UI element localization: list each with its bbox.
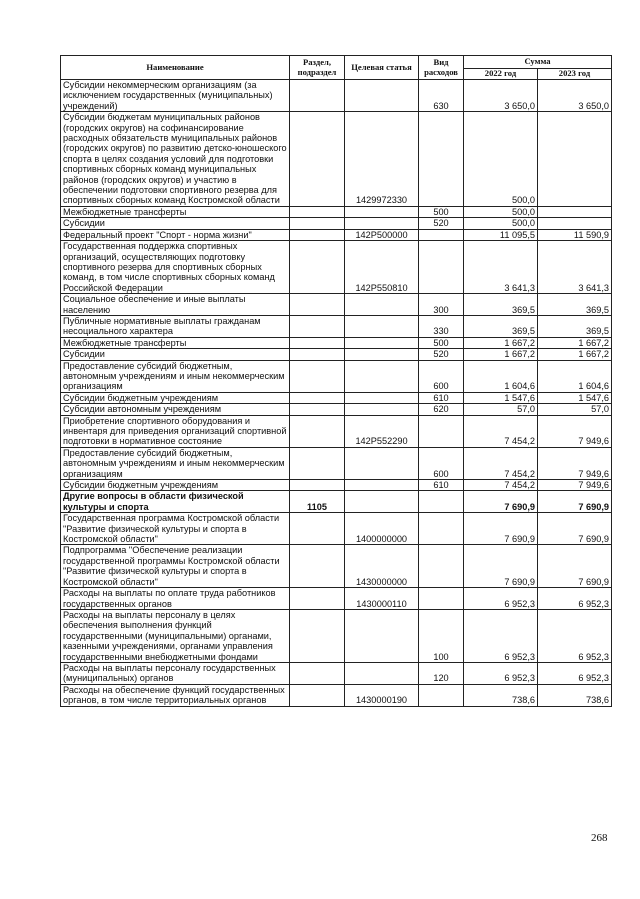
budget-table xyxy=(60,55,612,707)
cell-type xyxy=(419,112,464,207)
cell-2022: 1 667,2 xyxy=(464,349,538,360)
table-row xyxy=(61,588,612,610)
cell-type xyxy=(419,684,464,706)
cell-article xyxy=(345,337,419,348)
table-row xyxy=(61,491,612,513)
cell-section xyxy=(290,609,345,662)
header-year-2022: 2022 год xyxy=(464,69,538,80)
table-row xyxy=(61,662,612,684)
cell-name: Приобретение спортивного оборудования и инвентаря для приведения организаций спортивной подготовки в нормативное состояние xyxy=(61,415,290,447)
cell-section xyxy=(290,480,345,491)
cell-2023: 738,6 xyxy=(538,684,612,706)
cell-2022: 7 690,9 xyxy=(464,513,538,545)
cell-article xyxy=(345,349,419,360)
table-row xyxy=(61,404,612,415)
table-row xyxy=(61,447,612,479)
cell-2023: 7 949,6 xyxy=(538,415,612,447)
cell-type xyxy=(419,241,464,294)
cell-article xyxy=(345,609,419,662)
cell-2023: 369,5 xyxy=(538,294,612,316)
cell-2023 xyxy=(538,112,612,207)
cell-name: Межбюджетные трансферты xyxy=(61,206,290,217)
cell-2022: 500,0 xyxy=(464,112,538,207)
cell-section xyxy=(290,315,345,337)
cell-section xyxy=(290,229,345,240)
cell-2023: 6 952,3 xyxy=(538,609,612,662)
cell-section xyxy=(290,360,345,392)
cell-type: 610 xyxy=(419,480,464,491)
cell-type xyxy=(419,513,464,545)
cell-article: 142Р500000 xyxy=(345,229,419,240)
cell-article xyxy=(345,218,419,229)
header-section: Раздел, подраздел xyxy=(290,56,345,80)
cell-section xyxy=(290,415,345,447)
table-row xyxy=(61,241,612,294)
cell-type: 600 xyxy=(419,360,464,392)
cell-type: 120 xyxy=(419,662,464,684)
cell-2023: 3 641,3 xyxy=(538,241,612,294)
cell-article xyxy=(345,360,419,392)
cell-section xyxy=(290,206,345,217)
cell-name: Субсидии бюджетным учреждениям xyxy=(61,392,290,403)
cell-name: Субсидии некоммерческим организациям (за исключением государственных (муниципальных) учреждений) xyxy=(61,80,290,112)
cell-type xyxy=(419,588,464,610)
cell-2022: 57,0 xyxy=(464,404,538,415)
cell-2022: 500,0 xyxy=(464,206,538,217)
cell-2023: 6 952,3 xyxy=(538,662,612,684)
cell-name: Субсидии автономным учреждениям xyxy=(61,404,290,415)
cell-type: 600 xyxy=(419,447,464,479)
page-number: 268 xyxy=(591,832,608,844)
cell-type: 300 xyxy=(419,294,464,316)
cell-name: Государственная программа Костромской области "Развитие физической культуры и спорта в Костромской области" xyxy=(61,513,290,545)
cell-section xyxy=(290,684,345,706)
cell-article xyxy=(345,480,419,491)
cell-type xyxy=(419,545,464,588)
cell-2022: 1 604,6 xyxy=(464,360,538,392)
cell-type: 610 xyxy=(419,392,464,403)
cell-section xyxy=(290,588,345,610)
cell-2022: 738,6 xyxy=(464,684,538,706)
cell-name: Субсидии xyxy=(61,218,290,229)
cell-2022: 7 454,2 xyxy=(464,447,538,479)
cell-section xyxy=(290,404,345,415)
cell-type: 620 xyxy=(419,404,464,415)
cell-name: Предоставление субсидий бюджетным, автономным учреждениям и иным некоммерческим организациям xyxy=(61,447,290,479)
cell-2023: 6 952,3 xyxy=(538,588,612,610)
cell-2022: 7 690,9 xyxy=(464,491,538,513)
table-row xyxy=(61,229,612,240)
cell-type: 100 xyxy=(419,609,464,662)
cell-name: Социальное обеспечение и иные выплаты населению xyxy=(61,294,290,316)
table-row xyxy=(61,206,612,217)
cell-type xyxy=(419,229,464,240)
header-name: Наименование xyxy=(61,56,290,80)
cell-name: Субсидии бюджетам муниципальных районов (городских округов) на софинансирование расходных обязательств муниципальных районов (городских округов) по развитию детско-юношеского спорта в целях создания условий для подготовки спортивных сборных команд муниципальных районов (городских округов) и участию в обеспечении подготовки спортивного резерва для спортивных сборных команд Костромской области xyxy=(61,112,290,207)
cell-2023: 7 949,6 xyxy=(538,480,612,491)
table-row xyxy=(61,294,612,316)
cell-2022: 1 547,6 xyxy=(464,392,538,403)
cell-article: 142Р552290 xyxy=(345,415,419,447)
cell-2022: 6 952,3 xyxy=(464,588,538,610)
cell-2022: 369,5 xyxy=(464,294,538,316)
header-article: Целевая статья xyxy=(345,56,419,80)
cell-name: Расходы на выплаты по оплате труда работников государственных органов xyxy=(61,588,290,610)
cell-name: Публичные нормативные выплаты гражданам несоциального характера xyxy=(61,315,290,337)
cell-2022: 11 095,5 xyxy=(464,229,538,240)
cell-article: 1429972330 xyxy=(345,112,419,207)
cell-article xyxy=(345,491,419,513)
cell-2023: 11 590,9 xyxy=(538,229,612,240)
cell-type: 520 xyxy=(419,349,464,360)
cell-2022: 1 667,2 xyxy=(464,337,538,348)
cell-type: 630 xyxy=(419,80,464,112)
cell-name: Другие вопросы в области физической культуры и спорта xyxy=(61,491,290,513)
cell-2023: 3 650,0 xyxy=(538,80,612,112)
table-row xyxy=(61,545,612,588)
cell-section xyxy=(290,513,345,545)
cell-2022: 7 690,9 xyxy=(464,545,538,588)
cell-2023: 7 690,9 xyxy=(538,513,612,545)
cell-2022: 7 454,2 xyxy=(464,415,538,447)
cell-name: Межбюджетные трансферты xyxy=(61,337,290,348)
cell-section xyxy=(290,241,345,294)
cell-article xyxy=(345,294,419,316)
table-row xyxy=(61,392,612,403)
cell-section xyxy=(290,392,345,403)
cell-2023: 1 667,2 xyxy=(538,337,612,348)
table-row xyxy=(61,349,612,360)
cell-2022: 3 641,3 xyxy=(464,241,538,294)
cell-name: Субсидии xyxy=(61,349,290,360)
cell-article xyxy=(345,315,419,337)
cell-type: 500 xyxy=(419,337,464,348)
cell-article: 142Р550810 xyxy=(345,241,419,294)
cell-article xyxy=(345,662,419,684)
table-row xyxy=(61,80,612,112)
cell-type: 330 xyxy=(419,315,464,337)
cell-section xyxy=(290,447,345,479)
table-row xyxy=(61,480,612,491)
cell-2023: 7 949,6 xyxy=(538,447,612,479)
cell-name: Предоставление субсидий бюджетным, автономным учреждениям и иным некоммерческим организациям xyxy=(61,360,290,392)
cell-name: Федеральный проект "Спорт - норма жизни" xyxy=(61,229,290,240)
header-type: Вид расходов xyxy=(419,56,464,80)
cell-2023: 1 547,6 xyxy=(538,392,612,403)
cell-2023: 369,5 xyxy=(538,315,612,337)
cell-2023: 57,0 xyxy=(538,404,612,415)
table-row xyxy=(61,609,612,662)
header-year-2023: 2023 год xyxy=(538,69,612,80)
table-row xyxy=(61,513,612,545)
cell-name: Субсидии бюджетным учреждениям xyxy=(61,480,290,491)
cell-name: Расходы на выплаты персоналу в целях обеспечения выполнения функций государственными (муниципальными) органами, казенными учреждениями, органами управления государственными внебюджетными фондами xyxy=(61,609,290,662)
cell-section xyxy=(290,294,345,316)
cell-section xyxy=(290,545,345,588)
cell-name: Подпрограмма "Обеспечение реализации государственной программы Костромской области "Развитие физической культуры и спорта в Костромской области" xyxy=(61,545,290,588)
cell-section xyxy=(290,337,345,348)
cell-article: 1430000000 xyxy=(345,545,419,588)
header-sum: Сумма xyxy=(464,56,612,69)
cell-article xyxy=(345,404,419,415)
cell-2022: 500,0 xyxy=(464,218,538,229)
cell-section: 1105 xyxy=(290,491,345,513)
cell-article xyxy=(345,80,419,112)
cell-article xyxy=(345,392,419,403)
cell-name: Расходы на обеспечение функций государственных органов, в том числе территориальных органов xyxy=(61,684,290,706)
cell-2023: 1 604,6 xyxy=(538,360,612,392)
cell-article xyxy=(345,447,419,479)
cell-2022: 7 454,2 xyxy=(464,480,538,491)
table-row xyxy=(61,415,612,447)
cell-section xyxy=(290,80,345,112)
cell-article xyxy=(345,206,419,217)
cell-section xyxy=(290,662,345,684)
table-row xyxy=(61,315,612,337)
table-body xyxy=(61,80,612,707)
cell-2022: 6 952,3 xyxy=(464,662,538,684)
cell-2022: 6 952,3 xyxy=(464,609,538,662)
table-row xyxy=(61,360,612,392)
cell-name: Расходы на выплаты персоналу государственных (муниципальных) органов xyxy=(61,662,290,684)
cell-article: 1430000110 xyxy=(345,588,419,610)
cell-2023: 7 690,9 xyxy=(538,545,612,588)
cell-2022: 3 650,0 xyxy=(464,80,538,112)
cell-2022: 369,5 xyxy=(464,315,538,337)
cell-type xyxy=(419,491,464,513)
cell-type: 500 xyxy=(419,206,464,217)
cell-2023 xyxy=(538,206,612,217)
cell-name: Государственная поддержка спортивных организаций, осуществляющих подготовку спортивного резерва для спортивных сборных команд, в том числе спортивных сборных команд Российской Федерации xyxy=(61,241,290,294)
cell-2023: 1 667,2 xyxy=(538,349,612,360)
cell-2023 xyxy=(538,218,612,229)
table-row xyxy=(61,218,612,229)
table-row xyxy=(61,337,612,348)
cell-article: 1400000000 xyxy=(345,513,419,545)
cell-article: 1430000190 xyxy=(345,684,419,706)
cell-type xyxy=(419,415,464,447)
table-row xyxy=(61,684,612,706)
cell-2023: 7 690,9 xyxy=(538,491,612,513)
cell-type: 520 xyxy=(419,218,464,229)
cell-section xyxy=(290,218,345,229)
cell-section xyxy=(290,349,345,360)
table-row xyxy=(61,112,612,207)
cell-section xyxy=(290,112,345,207)
header-row-1 xyxy=(61,56,612,69)
